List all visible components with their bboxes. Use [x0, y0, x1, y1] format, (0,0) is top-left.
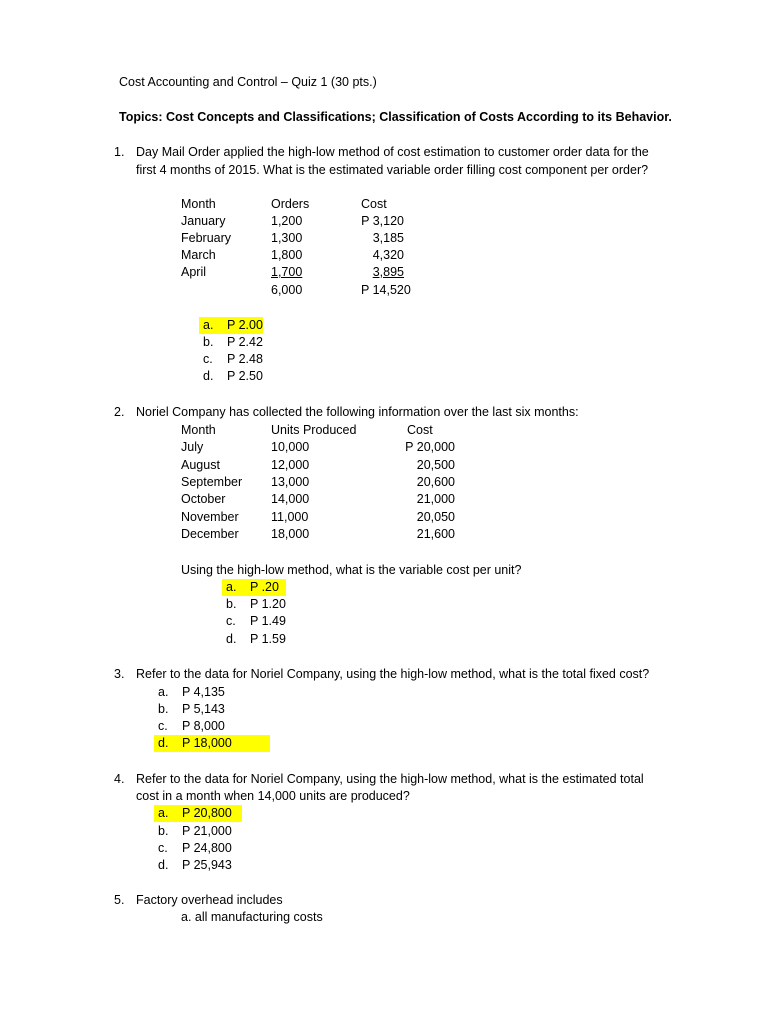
table-cell: January: [181, 214, 226, 228]
choice-correct: a. P 20,800: [154, 805, 242, 822]
table-cell: 21,600: [416, 527, 455, 541]
question-number: 5.: [114, 893, 125, 907]
question-text: Day Mail Order applied the high-low method of cost estimation to customer order data for the: [136, 145, 649, 159]
table-header: Units Produced: [271, 423, 357, 437]
table-cell: 3,185: [372, 231, 404, 245]
table-cell: 4,320: [372, 248, 404, 262]
table-cell: April: [181, 265, 207, 279]
table-cell: 10,000: [271, 440, 310, 454]
table-cell: 12,000: [271, 458, 310, 472]
table-cell: 3,895: [372, 265, 404, 279]
table-cell: 11,000: [271, 510, 309, 524]
table-header: Month: [181, 423, 216, 437]
choice: d. P 25,943: [158, 858, 232, 872]
choice: c. P 1.49: [226, 614, 286, 628]
question-text: Factory overhead includes: [136, 893, 283, 907]
quiz-title: Cost Accounting and Control – Quiz 1 (30 pts.): [119, 75, 377, 89]
question-text: Refer to the data for Noriel Company, using the high-low method, what is the estimated total: [136, 772, 644, 786]
table-cell: 20,050: [416, 510, 455, 524]
choice: d. P 1.59: [226, 632, 286, 646]
table-cell: 20,500: [416, 458, 455, 472]
question-text: Using the high-low method, what is the variable cost per unit?: [181, 563, 522, 577]
choice: b. P 2.42: [203, 335, 263, 349]
table-cell: 1,200: [271, 214, 303, 228]
table-cell: P 3,120: [361, 214, 404, 228]
table-cell: 20,600: [416, 475, 455, 489]
table-cell: March: [181, 248, 216, 262]
table-cell: 21,000: [416, 492, 455, 506]
choice: b. P 21,000: [158, 824, 232, 838]
table-cell: 14,000: [271, 492, 310, 506]
table-cell: December: [181, 527, 239, 541]
table-cell: September: [181, 475, 243, 489]
table-header: Orders: [271, 197, 310, 211]
question-text: Refer to the data for Noriel Company, using the high-low method, what is the total fixed cost?: [136, 667, 650, 681]
table-total: P 14,520: [361, 283, 411, 297]
question-text: first 4 months of 2015. What is the estimated variable order filling cost component per order?: [136, 163, 649, 177]
table-cell: 1,800: [271, 248, 303, 262]
choice-correct: a. P .20: [222, 579, 286, 596]
choice: b. P 1.20: [226, 597, 286, 611]
table-header: Cost: [361, 197, 387, 211]
choice: a. all manufacturing costs: [181, 910, 323, 924]
table-total: 6,000: [271, 283, 303, 297]
table-cell: October: [181, 492, 226, 506]
choice-correct: d. P 18,000: [154, 735, 270, 752]
table-cell: February: [181, 231, 232, 245]
table-header: Month: [181, 197, 216, 211]
table-cell: 1,300: [271, 231, 303, 245]
question-text: cost in a month when 14,000 units are produced?: [136, 789, 410, 803]
question-text: Noriel Company has collected the following information over the last six months:: [136, 405, 579, 419]
table-cell: 13,000: [271, 475, 310, 489]
question-number: 2.: [114, 405, 125, 419]
choice: a. P 4,135: [158, 685, 225, 699]
choice: c. P 2.48: [203, 352, 263, 366]
table-cell: P 20,000: [405, 440, 455, 454]
choice: b. P 5,143: [158, 702, 225, 716]
topics-line: Topics: Cost Concepts and Classifications; Classification of Costs According to its Behavior.: [119, 110, 672, 124]
question-number: 1.: [114, 145, 125, 159]
question-number: 3.: [114, 667, 125, 681]
table-cell: November: [181, 510, 239, 524]
choice: c. P 24,800: [158, 841, 232, 855]
choice: c. P 8,000: [158, 719, 225, 733]
choice: d. P 2.50: [203, 369, 263, 383]
table-cell: August: [181, 458, 220, 472]
question-number: 4.: [114, 772, 125, 786]
choice-correct: a. P 2.00: [199, 317, 263, 334]
table-cell: July: [181, 440, 204, 454]
table-cell: 1,700: [271, 265, 303, 279]
table-cell: 18,000: [271, 527, 310, 541]
table-header: Cost: [407, 423, 433, 437]
